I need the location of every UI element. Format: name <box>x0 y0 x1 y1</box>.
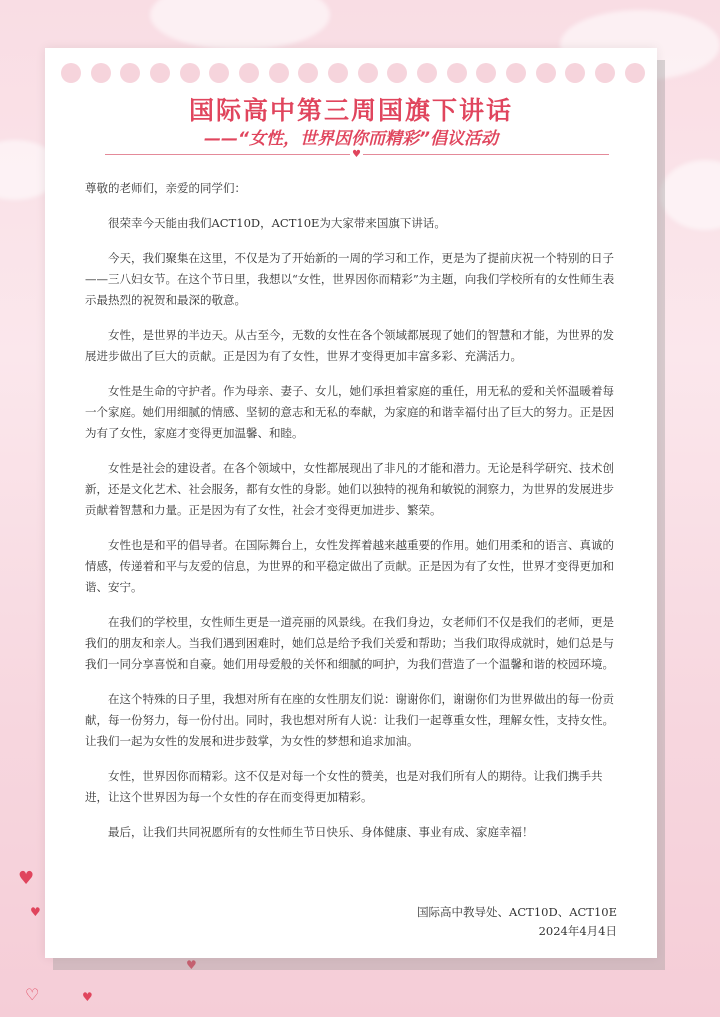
signature: 国际高中教导处、ACT10D、ACT10E <box>417 905 617 919</box>
binder-hole <box>506 63 526 83</box>
binder-holes <box>61 63 645 83</box>
paragraph: 今天，我们聚集在这里，不仅是为了开始新的一周的学习和工作，更是为了提前庆祝一个特别的日子——三八妇女节。在这个节日里，我想以“女性，世界因你而精彩”为主题，向我们学校所有的女性师生表示最热烈的祝贺和最深的敬意。 <box>85 251 615 307</box>
binder-hole <box>209 63 229 83</box>
binder-hole <box>595 63 615 83</box>
binder-hole <box>269 63 289 83</box>
binder-hole <box>91 63 111 83</box>
notebook-paper <box>45 48 657 958</box>
binder-hole <box>447 63 467 83</box>
salutation: 尊敬的老师们，亲爱的同学们： <box>85 181 246 195</box>
binder-hole <box>180 63 200 83</box>
binder-hole <box>298 63 318 83</box>
paragraph: 女性是生命的守护者。作为母亲、妻子、女儿，她们承担着家庭的重任，用无私的爱和关怀温暖着每一个家庭。她们用细腻的情感、坚韧的意志和无私的奉献，为家庭的和谐幸福付出了巨大的努力。正是因为有了女性，家庭才变得更加温馨、和睦。 <box>85 384 614 440</box>
binder-hole <box>150 63 170 83</box>
binder-hole <box>358 63 378 83</box>
binder-hole <box>565 63 585 83</box>
paragraph: 女性，是世界的半边天。从古至今，无数的女性在各个领域都展现了她们的智慧和才能，为世界的发展进步做出了巨大的贡献。正是因为有了女性，世界才变得更加丰富多彩、充满活力。 <box>85 328 614 363</box>
speech-body <box>85 178 621 857</box>
binder-hole <box>239 63 259 83</box>
paragraph: 在这个特殊的日子里，我想对所有在座的女性朋友们说：谢谢你们，谢谢你们为世界做出的每一份贡献，每一份努力，每一份付出。同时，我也想对所有人说：让我们一起尊重女性，理解女性，支持女性。让我们一起为女性的发展和进步鼓掌，为女性的梦想和追求加油。 <box>85 692 614 748</box>
binder-hole <box>625 63 645 83</box>
binder-hole <box>61 63 81 83</box>
binder-hole <box>536 63 556 83</box>
heart-icon: ♥ <box>352 149 361 160</box>
heart-icon: ♥ <box>18 868 35 889</box>
paragraph: 在我们的学校里，女性师生更是一道亮丽的风景线。在我们身边，女老师们不仅是我们的老师，更是我们的朋友和亲人。当我们遇到困难时，她们总是给予我们关爱和帮助；当我们取得成就时，她们总是与我们一同分享喜悦和自豪。她们用母爱般的关怀和细腻的呵护，为我们营造了一个温馨和谐的校园环境。 <box>85 615 614 671</box>
paragraph: 女性是社会的建设者。在各个领域中，女性都展现出了非凡的才能和潜力。无论是科学研究、技术创新，还是文化艺术、社会服务，都有女性的身影。她们以独特的视角和敏锐的洞察力，为世界的发展进步贡献着智慧和力量。正是因为有了女性，社会才变得更加进步、繁荣。 <box>85 461 614 517</box>
background-cloud <box>150 0 330 50</box>
heart-icon: ♥ <box>186 958 197 972</box>
binder-hole <box>387 63 407 83</box>
page-subtitle: ——“女性，世界因你而精彩”倡议活动 <box>204 129 498 149</box>
binder-hole <box>417 63 437 83</box>
paragraph: 最后，让我们共同祝愿所有的女性师生节日快乐、身体健康、事业有成、家庭幸福！ <box>108 825 534 839</box>
paragraph: 女性也是和平的倡导者。在国际舞台上，女性发挥着越来越重要的作用。她们用柔和的语言、真诚的情感，传递着和平与友爱的信息，为世界的和平稳定做出了贡献。正是因为有了女性，世界才变得更加和谐、安宁。 <box>85 538 614 594</box>
binder-hole <box>328 63 348 83</box>
signature-date: 2024年4月4日 <box>538 924 617 938</box>
background-cloud <box>660 160 720 230</box>
heart-icon: ♥ <box>30 905 41 919</box>
signature-block <box>417 903 617 941</box>
heart-icon: ♡ <box>25 985 40 1004</box>
page-title: 国际高中第三周国旗下讲话 <box>188 96 513 125</box>
binder-hole <box>476 63 496 83</box>
heart-icon: ♥ <box>82 990 93 1004</box>
binder-hole <box>120 63 140 83</box>
paragraph: 很荣幸今天能由我们ACT10D，ACT10E为大家带来国旗下讲话。 <box>108 216 446 230</box>
paragraph: 女性，世界因你而精彩。这不仅是对每一个女性的赞美，也是对我们所有人的期待。让我们携手共进，让这个世界因为每一个女性的存在而变得更加精彩。 <box>85 769 603 804</box>
